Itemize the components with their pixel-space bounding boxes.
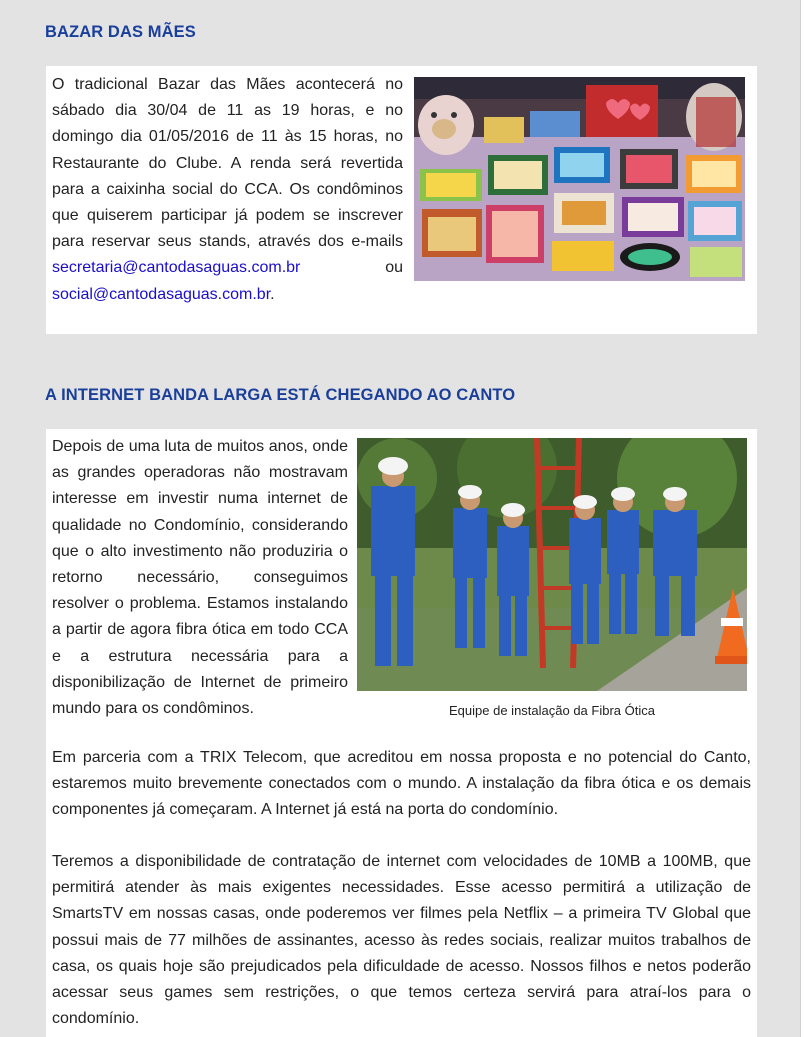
internet-paragraph-partnership: Em parceria com a TRIX Telecom, que acreditou em nossa proposta e no potencial do Canto, estaremos muito brevemente conectados com o mundo. A instalação da fibra ótica e os demais componentes já começaram. A Internet já está na porta do condomínio. xyxy=(52,749,751,819)
bazar-text xyxy=(52,72,403,308)
bazar-text-body: O tradicional Bazar das Mães acontecerá no sábado dia 30/04 de 11 as 19 horas, e no domingo dia 01/05/2016 de 11 às 15 horas, no Restaurante do Clube. A renda será revertida para a caixinha social do CCA. Os condôminos que quiserem participar já podem se inscrever para reservar seus stands, através dos e-mails xyxy=(52,76,403,251)
bazar-photo xyxy=(414,77,745,281)
internet-card xyxy=(46,429,757,1037)
fiber-team-photo xyxy=(357,438,747,691)
bazar-heading: BAZAR DAS MÃES xyxy=(45,23,196,41)
bazar-text-end: . xyxy=(270,285,275,303)
internet-paragraph-speeds: Teremos a disponibilidade de contratação de internet com velocidades de 10MB a 100MB, que permitirá atender às mais exigentes necessidades. Esse acesso permitirá a utilização de SmartsTV em nossas casas, onde poderemos ver filmes pela Netflix – a primeira TV Global que possui mais de 77 milhões de assinantes, acesso às redes sociais, realizar muitos trabalhos de casa, os quais hoje são prejudicados pela dificuldade de acesso. Nossos filhos e netos poderão acessar seus games sem restrições, o que temos certeza servirá para atraí-los para o condomínio. xyxy=(52,853,751,1028)
photo-caption: Equipe de instalação da Fibra Ótica xyxy=(449,703,655,718)
email-link-social[interactable]: social@cantodasaguas.com.br xyxy=(52,285,271,303)
internet-heading: A INTERNET BANDA LARGA ESTÁ CHEGANDO AO CANTO xyxy=(45,386,516,404)
fiber-team-image xyxy=(357,438,747,691)
internet-paragraph-intro: Depois de uma luta de muitos anos, onde as grandes operadoras não mostravam interesse em investir numa internet de qualidade no Condomínio, considerando que o alto investimento não produziria o retorno necessário, conseguimos resolver o problema. Estamos instalando a partir de agora fibra ótica em todo CCA e a estrutura necessária para a disponibilização de Internet de primeiro mundo para os condôminos. xyxy=(52,438,348,718)
bazar-card xyxy=(46,66,757,334)
bazar-crafts-image xyxy=(414,77,745,281)
bazar-text-or: ou xyxy=(300,259,403,277)
email-link-secretaria[interactable]: secretaria@cantodasaguas.com.br xyxy=(52,259,301,277)
